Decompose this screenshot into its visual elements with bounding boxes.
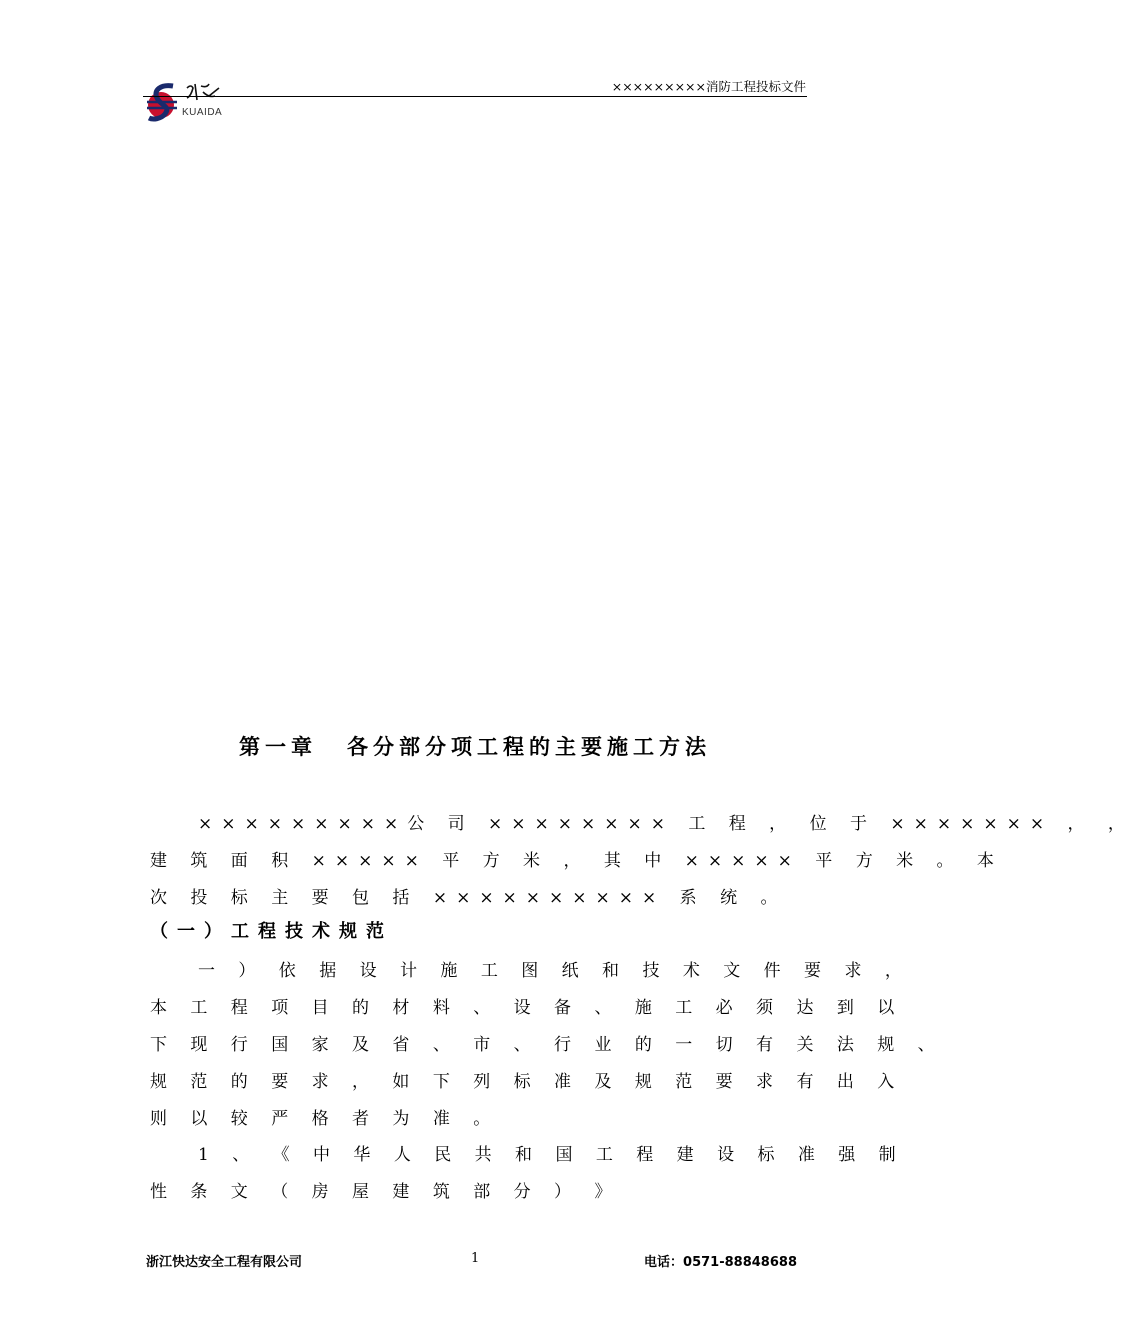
- page-number: 1: [471, 1251, 480, 1266]
- list-item-1-line-2: 性 条 文 （ 房 屋 建 筑 部 分 ） 》: [150, 1182, 621, 1202]
- footer-company: 浙江快达安全工程有限公司: [146, 1255, 303, 1270]
- footer-phone: 电话：0571-88848688: [644, 1255, 797, 1270]
- chapter-heading: [0, 731, 950, 761]
- paragraph-line-3: 下 现 行 国 家 及 省 、 市 、 行 业 的 一 切 有 关 法 规 、: [150, 1035, 944, 1055]
- paragraph-line-1: 一 ） 依 据 设 计 施 工 图 纸 和 技 术 文 件 要 求 ，: [198, 961, 911, 981]
- intro-line-2: 建 筑 面 积 ××××× 平 方 米 ， 其 中 ××××× 平 方 米 。 本: [150, 851, 1003, 871]
- logo-wordmark: KUAIDA: [182, 107, 223, 118]
- chapter-number: 第一章: [239, 735, 317, 759]
- chapter-title: 各分部分项工程的主要施工方法: [347, 735, 711, 759]
- section-heading: （一）工程技术规范: [150, 921, 393, 942]
- paragraph-line-5: 则 以 较 严 格 者 为 准 。: [150, 1109, 500, 1129]
- intro-line-1: ×××××××××公 司 ×××××××× 工 程 ， 位 于 ××××××× ， ，: [198, 814, 1134, 834]
- paragraph-line-2: 本 工 程 项 目 的 材 料 、 设 备 、 施 工 必 须 达 到 以: [150, 998, 904, 1018]
- header-divider: [143, 96, 807, 97]
- list-item-1-line-1: 1 、 《 中 华 人 民 共 和 国 工 程 建 设 标 准 强 制: [198, 1145, 905, 1165]
- document-header-title: ×××××××××消防工程投标文件: [611, 79, 806, 94]
- paragraph-line-4: 规 范 的 要 求 ， 如 下 列 标 准 及 规 范 要 求 有 出 入: [150, 1072, 904, 1092]
- intro-line-3: 次 投 标 主 要 包 括 ×××××××××× 系 统 。: [150, 888, 787, 908]
